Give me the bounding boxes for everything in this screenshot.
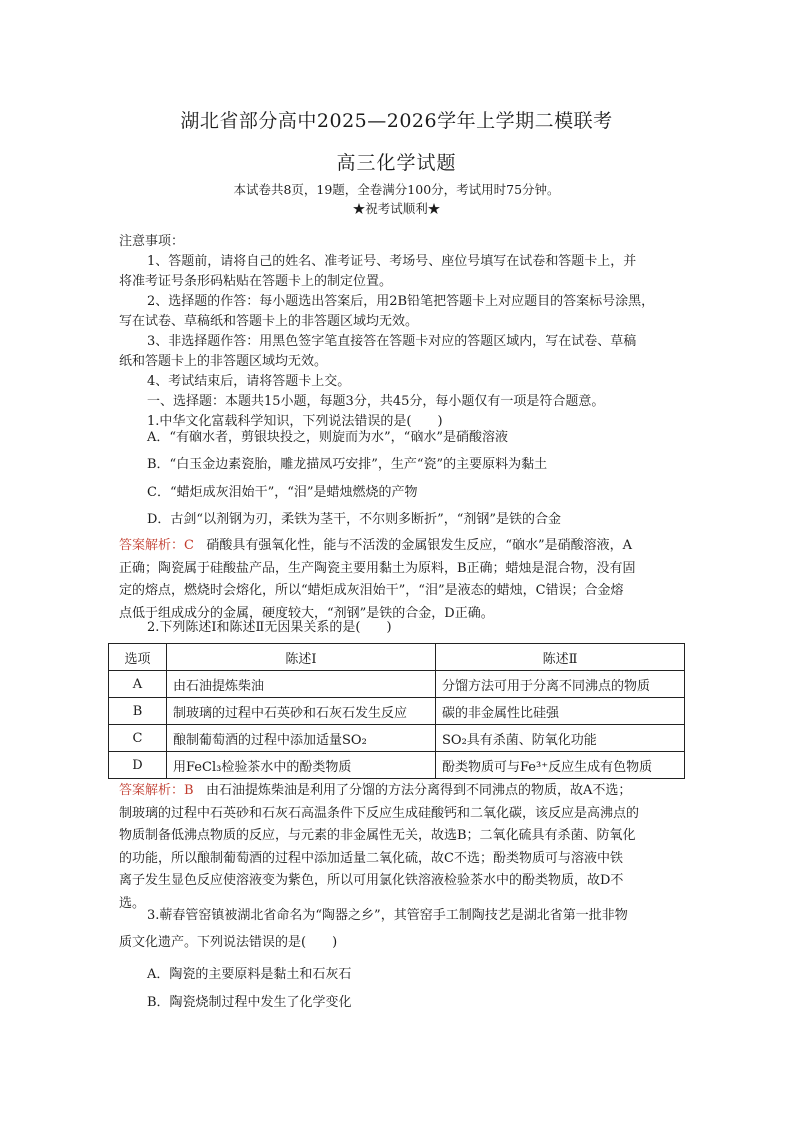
q1-option-d: D．古剑“以剂钢为刃，柔铁为茎干，不尔则多断折”，“剂钢”是铁的合金 xyxy=(147,512,562,527)
exam-info: 本试卷共8页，19题，全卷满分100分，考试用时75分钟。 xyxy=(233,182,560,197)
exam-title: 湖北省部分高中2025—2026学年上学期二模联考 xyxy=(180,110,613,132)
section-heading: 一、选择题：本题共15小题，每题3分，共45分，每小题仅有一项是符合题意。 xyxy=(147,394,605,409)
table-cell: 分馏方法可用于分离不同沸点的物质 xyxy=(436,671,685,698)
q3-stem-cont: 质文化遗产。下列说法错误的是( ) xyxy=(119,935,338,950)
notice-section xyxy=(119,232,689,432)
q1-answer-line-1: 硝酸具有强氧化性，能与不活泼的金属银发生反应，“硇水”是硝酸溶液，A xyxy=(206,538,633,553)
q3-stem: 3.蕲春管窑镇被湖北省命名为“陶器之乡”，其管窑手工制陶技艺是湖北省第一批非物 xyxy=(147,908,628,923)
q2-answer-line-6: 选。 xyxy=(119,895,146,911)
table-header-cell: 陈述Ⅱ xyxy=(436,644,685,671)
table-cell: 酿制葡萄酒的过程中添加适量SO₂ xyxy=(167,725,436,752)
table-cell: C xyxy=(109,725,167,752)
q1-option-c: C．“蜡炬成灰泪始干”，“泪”是蜡烛燃烧的产物 xyxy=(147,485,418,500)
notice-item-1-cont: 将准考证号条形码粘贴在答题卡上的制定位置。 xyxy=(119,274,393,289)
table-row xyxy=(109,725,685,752)
exam-blessing: ★祝考试顺利★ xyxy=(352,201,441,216)
q1-answer-label: 答案解析：C xyxy=(119,538,194,553)
q2-answer-line-1: 由石油提炼柴油是利用了分馏的方法分离得到不同沸点的物质，故A不选； xyxy=(205,783,632,798)
q2-answer-line-3: 物质制备低沸点物质的反应，与元素的非金属性无关，故选B；二氧化硫具有杀菌、防氧化 xyxy=(119,828,636,843)
table-cell: 碳的非金属性比硅强 xyxy=(436,698,685,725)
q1-answer-line-3: 定的熔点，燃烧时会熔化，所以“蜡炬成灰泪始干”，“泪”是液态的蜡烛，C错误；合金熔 xyxy=(119,583,624,598)
table-header-cell: 陈述Ⅰ xyxy=(167,644,436,671)
notice-item-4: 4、考试结束后，请将答题卡上交。 xyxy=(147,374,351,389)
table-cell: D xyxy=(109,752,167,779)
notice-item-3: 3、非选择题作答：用黑色签字笔直接答在答题卡对应的答题区域内，写在试卷、草稿 xyxy=(147,334,637,349)
q3-option-a: A．陶瓷的主要原料是黏土和石灰石 xyxy=(147,967,352,982)
table-row xyxy=(109,671,685,698)
notice-item-2: 2、选择题的作答：每小题选出答案后，用2B铅笔把答题卡上对应题目的答案标号涂黑， xyxy=(147,294,655,309)
table-cell: 用FeCl₃检验茶水中的酚类物质 xyxy=(167,752,436,779)
q2-answer-label: 答案解析：B xyxy=(119,783,194,798)
table-header-cell: 选项 xyxy=(109,644,167,671)
table-cell: A xyxy=(109,671,167,698)
exam-subtitle: 高三化学试题 xyxy=(336,152,457,174)
q2-answer xyxy=(119,780,684,915)
q1-answer xyxy=(119,535,684,625)
q2-answer-line-5: 离子发生显色反应使溶液变为紫色，所以可用氯化铁溶液检验茶水中的酚类物质，故D不 xyxy=(119,873,624,888)
notice-item-2-cont: 写在试卷、草稿纸和答题卡上的非答题区域均无效。 xyxy=(119,314,419,329)
notice-item-3-cont: 纸和答题卡上的非答题区域均无效。 xyxy=(119,354,328,369)
table-cell: 由石油提炼柴油 xyxy=(167,671,436,698)
table-row xyxy=(109,698,685,725)
q2-table xyxy=(108,643,685,779)
table-cell: 酚类物质可与Fe³⁺反应生成有色物质 xyxy=(436,752,685,779)
notice-item-1: 1、答题前，请将自己的姓名、准考证号、考场号、座位号填写在试卷和答题卡上，并 xyxy=(147,254,637,269)
q2-answer-line-2: 制玻璃的过程中石英砂和石灰石高温条件下反应生成硅酸钙和二氧化碳，该反应是高沸点的 xyxy=(119,805,640,821)
q1-option-b: B．“白玉金边素瓷胎，雕龙描凤巧安排”，生产“瓷”的主要原料为黏土 xyxy=(147,457,548,472)
q2-stem: 2.下列陈述Ⅰ和陈述Ⅱ无因果关系的是( ) xyxy=(147,620,392,635)
q1-answer-line-2: 正确；陶瓷属于硅酸盐产品，生产陶瓷主要用黏土为原料，B正确；蜡烛是混合物，没有固 xyxy=(119,560,636,576)
table-cell: SO₂具有杀菌、防氧化功能 xyxy=(436,725,685,752)
notice-heading: 注意事项： xyxy=(119,234,185,249)
q1-answer-line-4: 点低于组成成分的金属，硬度较大，“剂钢”是铁的合金，D正确。 xyxy=(119,605,494,621)
q1-option-a: A．“有硇水者，剪银块投之，则旋而为水”，“硇水”是硝酸溶液 xyxy=(147,430,508,445)
q3-option-b: B．陶瓷烧制过程中发生了化学变化 xyxy=(147,995,352,1010)
table-header-row xyxy=(109,644,685,671)
table-cell: B xyxy=(109,698,167,725)
q2-answer-line-4: 的功能，所以酿制葡萄酒的过程中添加适量二氧化硫，故C不选；酚类物质可与溶液中铁 xyxy=(119,850,623,866)
q1-stem: 1.中华文化富载科学知识，下列说法错误的是( ) xyxy=(147,414,443,429)
table-row xyxy=(109,752,685,779)
table-cell: 制玻璃的过程中石英砂和石灰石发生反应 xyxy=(167,698,436,725)
